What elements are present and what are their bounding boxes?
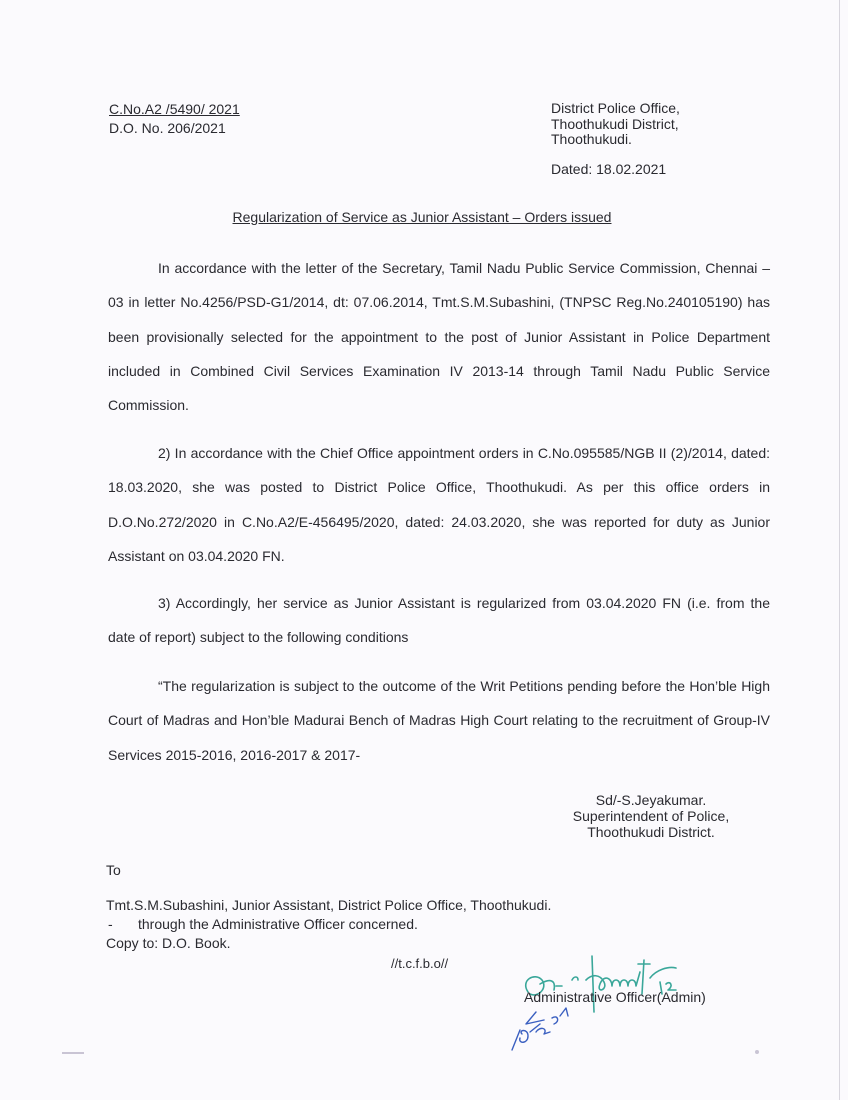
copy-to: Copy to: D.O. Book. xyxy=(106,935,231,951)
signatory-name: Sd/-S.Jeyakumar. xyxy=(595,792,707,808)
paragraph-4-condition xyxy=(108,669,770,772)
office-city: Thoothukudi. xyxy=(551,131,632,147)
do-number: D.O. No. 206/2021 xyxy=(109,120,226,136)
signatory-block xyxy=(566,792,736,840)
paragraph-2-text: 2) In accordance with the Chief Office appointment orders in C.No.095585/NGB II (2)/2014, dated: 18.03.2020, she was posted to District Police Office, Thoothukudi. As per this office orders in D.O.No.272/2020 in C.No.A2/E-456495/2020, dated: 24.03.2020, she was reported for duty as Junior Assistant on 03.04.2020 FN. xyxy=(108,445,770,564)
header-right xyxy=(551,101,680,177)
recipient-block xyxy=(106,896,551,953)
addressee: Tmt.S.M.Subashini, Junior Assistant, District Police Office, Thoothukudi. xyxy=(106,897,552,913)
office-district: Thoothukudi District, xyxy=(551,115,679,132)
to-label: To xyxy=(106,862,121,878)
scan-speck xyxy=(755,1050,759,1054)
tcfbo-note: //t.c.f.b.o// xyxy=(391,956,449,971)
reference-number: C.No.A2 /5490/ 2021 xyxy=(109,101,240,117)
paragraph-2 xyxy=(108,436,770,573)
paragraph-1 xyxy=(108,251,770,422)
header-left xyxy=(109,100,240,138)
signatory-district: Thoothukudi District. xyxy=(587,824,715,840)
paragraph-3 xyxy=(108,586,770,655)
scan-speck xyxy=(62,1052,84,1054)
page-edge xyxy=(839,0,840,1100)
handwritten-signature-icon xyxy=(500,950,740,1070)
through-text: through the Administrative Officer concerned. xyxy=(138,916,418,932)
administrative-officer-label: Administrative Officer(Admin) xyxy=(524,989,706,1005)
subject-line xyxy=(0,209,848,225)
paragraph-3-text: 3) Accordingly, her service as Junior Assistant is regularized from 03.04.2020 FN (i.e. from the date of report) subject to the following conditions xyxy=(108,595,770,646)
paragraph-4-text: “The regularization is subject to the outcome of the Writ Petitions pending before the Hon’ble High Court of Madras and Hon’ble Madurai Bench of Madras High Court relating to the recruitment of Group-IV Services 2015-2016, 2016-2017 & 2017- xyxy=(108,678,770,763)
dated: Dated: 18.02.2021 xyxy=(551,160,667,177)
signatory-designation: Superintendent of Police, xyxy=(572,808,730,824)
office-name: District Police Office, xyxy=(551,100,680,116)
subject-text: Regularization of Service as Junior Assistant – Orders issued xyxy=(232,209,612,225)
dash: - xyxy=(108,916,113,932)
paragraph-1-text: In accordance with the letter of the Secretary, Tamil Nadu Public Service Commission, Chennai – 03 in letter No.4256/PSD-G1/2014, dt: 07.06.2014, Tmt.S.M.Subashini, (TNPSC Reg.No.240105190) has been provisionally selected for the appointment to the post of Junior Assistant in Police Department included in Combined Civil Services Examination IV 2013-14 through Tamil Nadu Public Service Commission. xyxy=(108,260,770,414)
through-line xyxy=(106,915,551,934)
